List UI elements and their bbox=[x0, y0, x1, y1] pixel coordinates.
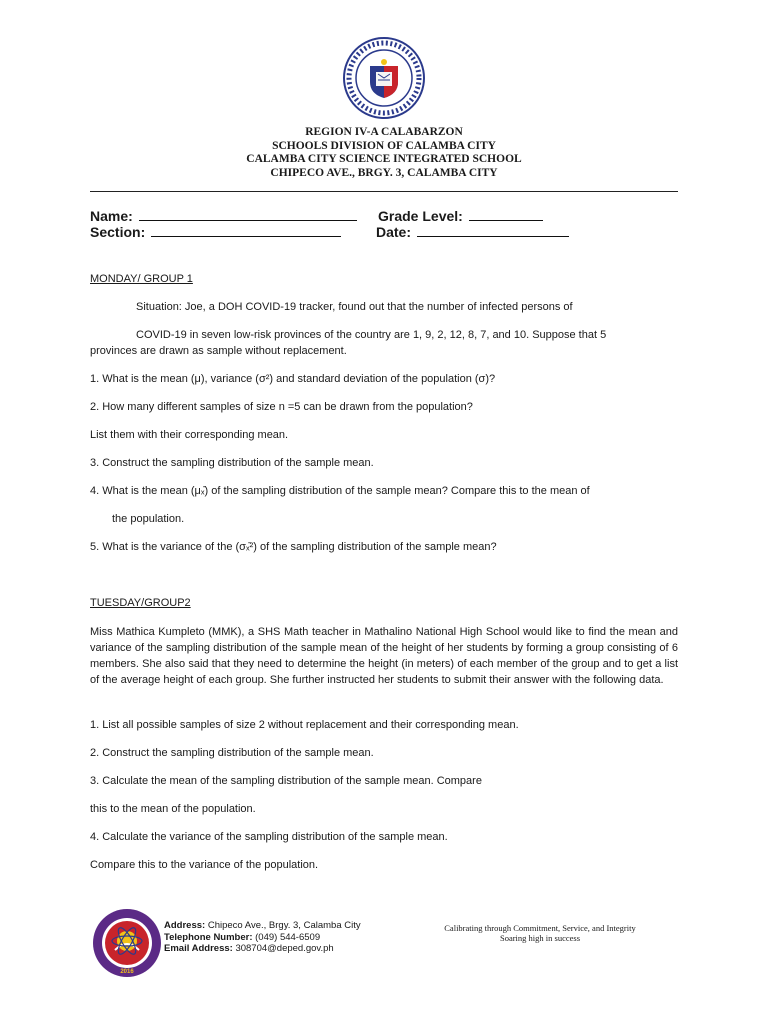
address-value: Chipeco Ave., Brgy. 3, Calamba City bbox=[207, 920, 361, 931]
group1-question-5: 5. What is the variance of the (σₓ̄²) of the sampling distribution of the sample mean? bbox=[90, 541, 497, 553]
grade-level-blank[interactable] bbox=[469, 208, 543, 221]
group1-situation-line3: provinces are drawn as sample without replacement. bbox=[90, 345, 347, 357]
group2-question-1: 1. List all possible samples of size 2 without replacement and their corresponding mean. bbox=[90, 719, 519, 731]
tagline-line1: Calibrating through Commitment, Service, and Integrity bbox=[444, 923, 636, 933]
address-label: Address: bbox=[164, 920, 206, 931]
date-label: Date: bbox=[376, 224, 412, 240]
region-line: REGION IV-A CALABARZON bbox=[305, 126, 463, 138]
group1-situation-line2: COVID-19 in seven low-risk provinces of the country are 1, 9, 2, 12, 8, 7, and 10. Suppose that 5 bbox=[136, 329, 607, 341]
phone-value: (049) 544-6509 bbox=[255, 931, 321, 943]
email-label: Email Address: bbox=[164, 943, 233, 954]
name-label: Name: bbox=[90, 208, 133, 224]
date-blank[interactable] bbox=[417, 224, 569, 237]
school-address-line: CHIPECO AVE., BRGY. 3, CALAMBA CITY bbox=[270, 166, 498, 179]
group1-question-2: 2. How many different samples of size n =5 can be drawn from the population? bbox=[90, 401, 473, 413]
group2-question-2: 2. Construct the sampling distribution of the sample mean. bbox=[90, 747, 374, 759]
footer-contact bbox=[164, 920, 361, 955]
school-logo-icon bbox=[92, 908, 162, 978]
group1-question-4: 4. What is the mean (μₓ̄) of the sampling distribution of the sample mean? Compare this to the mean of bbox=[90, 485, 590, 497]
section-field[interactable] bbox=[90, 224, 341, 240]
group1-heading: MONDAY/ GROUP 1 bbox=[90, 273, 193, 285]
group1-question-3: 3. Construct the sampling distribution of the sample mean. bbox=[90, 457, 374, 469]
division-line: SCHOOLS DIVISION OF CALAMBA CITY bbox=[272, 139, 496, 152]
name-blank[interactable] bbox=[139, 208, 357, 221]
group1-question-1: 1. What is the mean (μ), variance (σ²) and standard deviation of the population (σ)? bbox=[90, 373, 496, 385]
school-header bbox=[90, 126, 678, 180]
group2-question-3b: this to the mean of the population. bbox=[90, 803, 256, 815]
group2-question-4b: Compare this to the variance of the population. bbox=[90, 859, 319, 871]
group1-question-4b: the population. bbox=[112, 513, 185, 525]
header-divider bbox=[90, 191, 678, 192]
group2-paragraph: Miss Mathica Kumpleto (MMK), a SHS Math teacher in Mathalino National High School would like to find the mean and variance of the sampling distribution of the sample mean of the height of her students by forming a group consisting of 6 members. She also said that they need to determine the height (in meters) of each member of the group and to get a list of the average height of each group. She further instructed her students to submit their answer with the following data. bbox=[90, 626, 678, 686]
date-field[interactable] bbox=[376, 224, 569, 240]
section-label: Section: bbox=[90, 224, 146, 240]
grade-level-field[interactable] bbox=[378, 208, 543, 224]
group2-question-3: 3. Calculate the mean of the sampling distribution of the sample mean. Compare bbox=[90, 775, 482, 787]
tagline-line2: Soaring high in success bbox=[499, 933, 581, 943]
deped-seal-icon bbox=[342, 36, 426, 120]
group1-situation-line1: Situation: Joe, a DOH COVID-19 tracker, found out that the number of infected persons of bbox=[136, 301, 573, 313]
group2-question-4: 4. Calculate the variance of the sampling distribution of the sample mean. bbox=[90, 831, 448, 843]
name-field[interactable] bbox=[90, 208, 357, 224]
school-name-line: CALAMBA CITY SCIENCE INTEGRATED SCHOOL bbox=[246, 153, 522, 165]
logo-year: 2016 bbox=[120, 969, 134, 975]
grade-level-label: Grade Level: bbox=[378, 208, 463, 224]
school-tagline bbox=[420, 923, 660, 943]
email-value: 308704@deped.gov.ph bbox=[235, 943, 334, 954]
group1-question-2b: List them with their corresponding mean. bbox=[90, 429, 289, 441]
group2-heading: TUESDAY/GROUP2 bbox=[90, 597, 191, 609]
section-blank[interactable] bbox=[151, 224, 341, 237]
phone-label: Telephone Number: bbox=[164, 931, 253, 943]
